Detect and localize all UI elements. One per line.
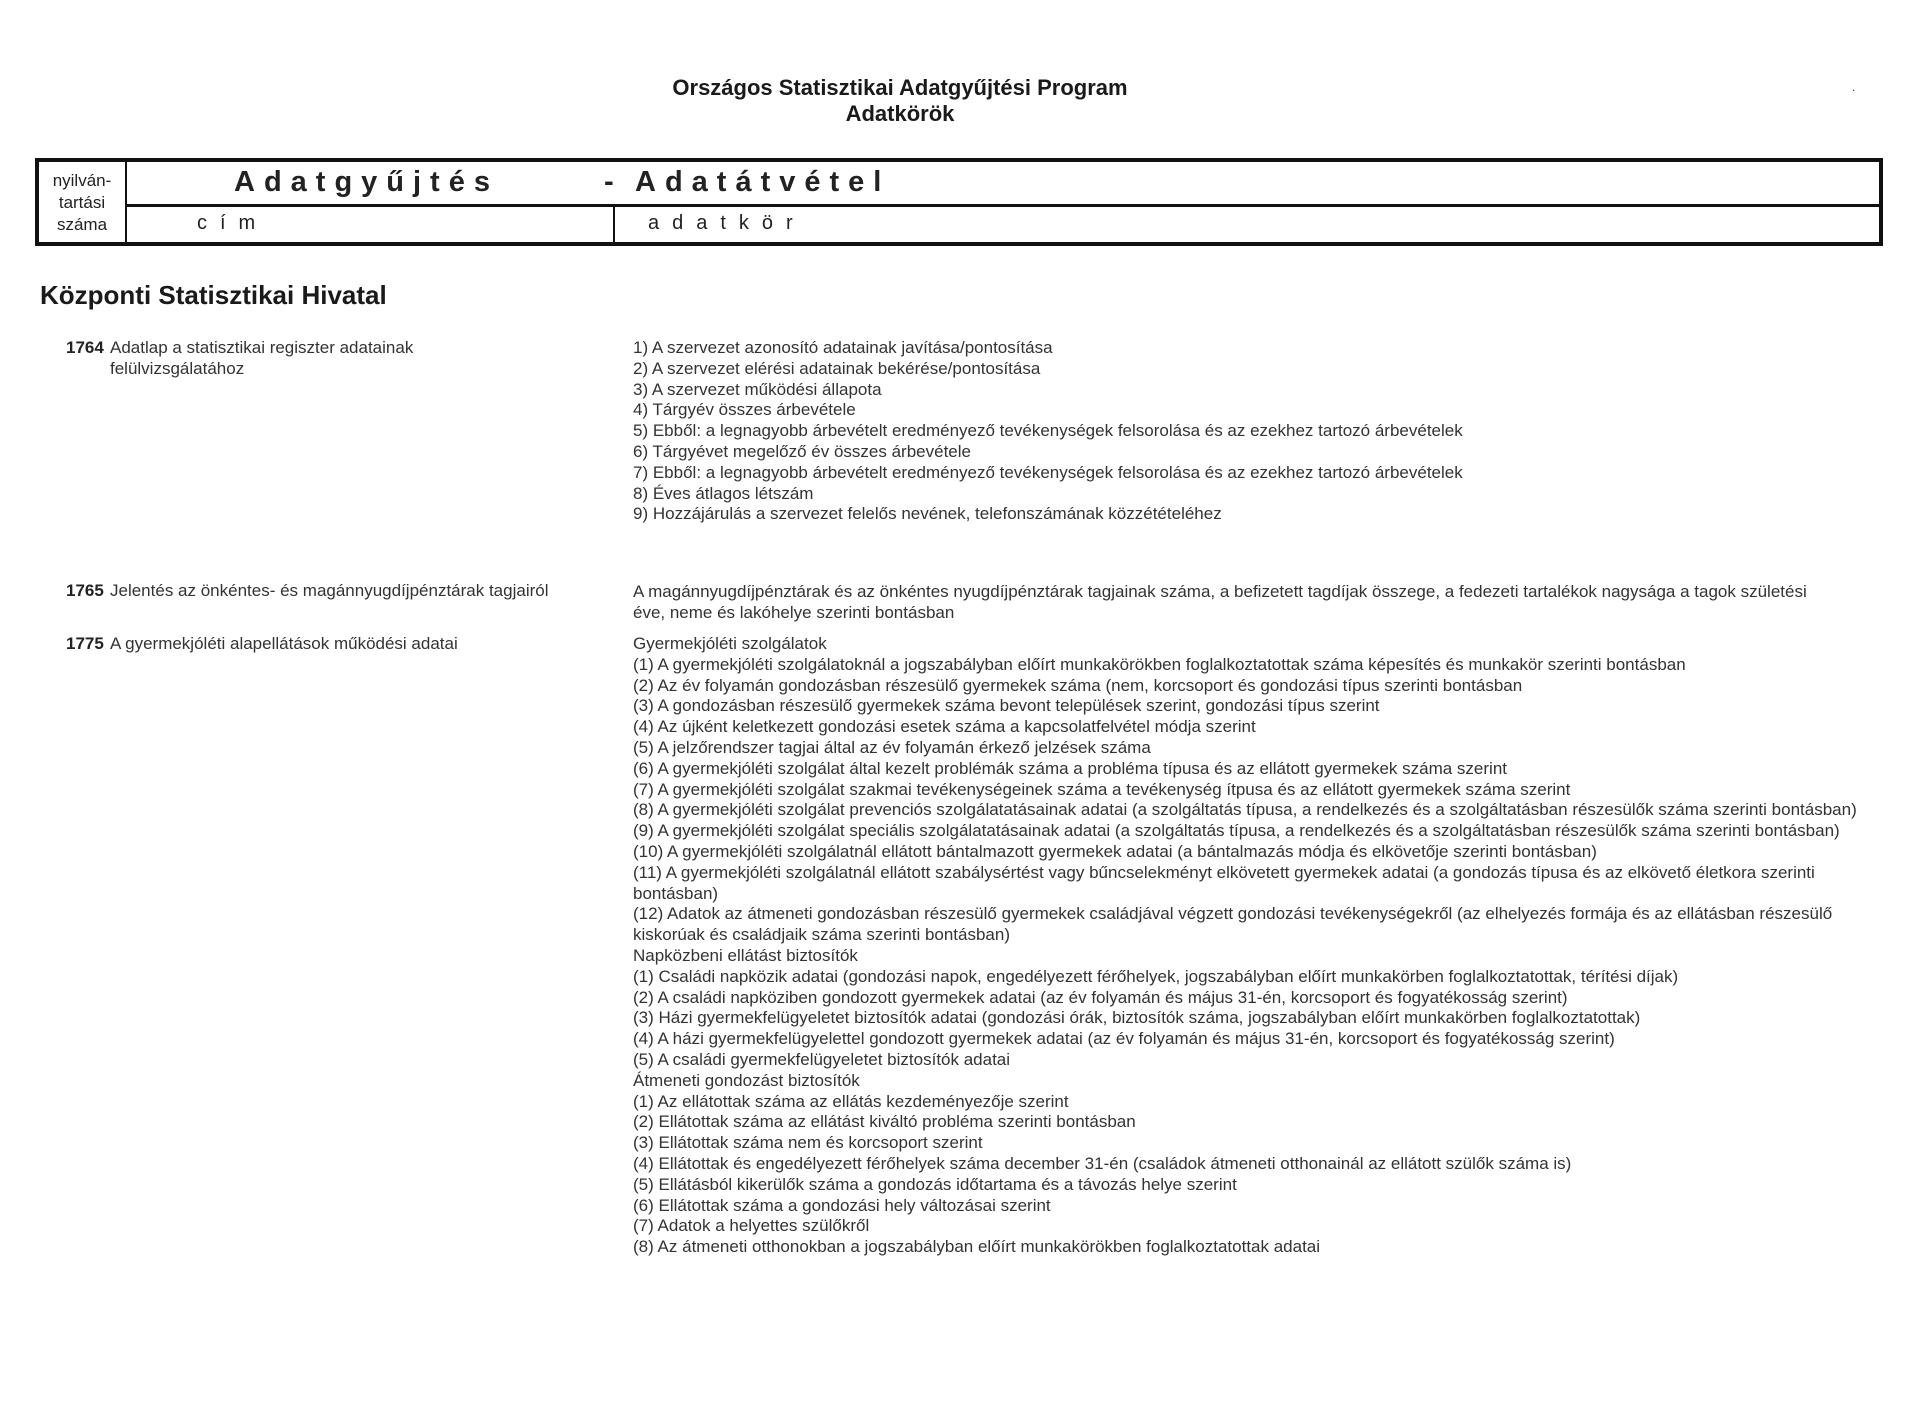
item-line: (2) Az év folyamán gondozásban részesülő gyermekek száma (nem, korcsoport és gondozási típus szerinti bontásban (633, 675, 1523, 695)
item-line: (10) A gyermekjóléti szolgálatnál ellátott bántalmazott gyermekek adatai (a bántalmazás módja és elkövetője szerinti bontásban) (633, 841, 1597, 861)
header-cim: cím (197, 212, 269, 234)
header-adatgyujtes: Adatgyűjtés (234, 166, 499, 198)
item-line: (2) A családi napköziben gondozott gyermekek adatai (az év folyamán és május 31-én, korcsoport és fogyatékosság szerint) (633, 987, 1568, 1007)
item-line: A magánnyugdíjpénztárak és az önkéntes nyugdíjpénztárak tagjainak száma, a befizetett tagdíjak összege, a fedezeti tartalékok nagysága a tagok születési éve, neme és lakóhelye szerinti bontásban (633, 582, 1807, 622)
entry-number: 1775 (66, 634, 104, 653)
item-line: 3) A szervezet működési állapota (633, 379, 882, 399)
item-line: Napközbeni ellátást biztosítók (633, 945, 858, 965)
header-adatatvetel: Adatátvétel (635, 166, 891, 198)
item-line: (3) Ellátottak száma nem és korcsoport szerint (633, 1133, 983, 1153)
item-line: (6) A gyermekjóléti szolgálat által kezelt problémák száma a probléma típusa és az ellátott gyermekek száma szerint (633, 758, 1508, 778)
column-header-table (35, 158, 1883, 246)
item-line: (6) Ellátottak száma a gondozási hely változásai szerint (633, 1195, 1051, 1215)
entry-1775-items (633, 634, 1873, 1258)
item-line: (4) A házi gyermekfelügyelettel gondozott gyermekek adatai (az év folyamán és május 31-én, korcsoport és fogyatékosság szerint) (633, 1029, 1615, 1049)
document-title (0, 75, 1800, 127)
item-line: Átmeneti gondozást biztosítók (633, 1070, 860, 1090)
item-line: 8) Éves átlagos létszám (633, 483, 814, 503)
entry-1764-items (633, 338, 1863, 525)
item-line: (9) A gyermekjóléti szolgálat speciális szolgálatatásainak adatai (a szolgáltatás típusa, a rendelkezés és a szolgáltatásban részesülők száma szerinti bontásban) (633, 821, 1840, 841)
entry-number: 1765 (66, 581, 104, 600)
header-divider-vertical (613, 206, 615, 242)
item-line: (8) Az átmeneti otthonokban a jogszabályban előírt munkakörökben foglalkoztatottak adatai (633, 1237, 1321, 1257)
item-line: (12) Adatok az átmeneti gondozásban részesülő gyermekek családjával végzett gondozási tevékenységekről (az elhelyezés formája és az ellátásban részesülő kiskorúak és családjaik száma szerinti bontásban) (633, 904, 1833, 945)
item-line: 4) Tárgyév összes árbevétele (633, 400, 856, 420)
header-col1-line: tartási (58, 193, 106, 212)
item-line: (2) Ellátottak száma az ellátást kiváltó probléma szerinti bontásban (633, 1112, 1136, 1132)
header-adatkor: adatkör (648, 212, 806, 234)
item-line: Gyermekjóléti szolgálatok (633, 634, 827, 653)
entry-number: 1764 (66, 338, 104, 357)
corner-mark: . (1852, 80, 1856, 94)
item-line: (5) Ellátásból kikerülők száma a gondozás időtartama és a távozás helye szerint (633, 1174, 1237, 1194)
item-line: 2) A szervezet elérési adatainak bekérése/pontosítása (633, 358, 1041, 378)
item-line: (4) Ellátottak és engedélyezett férőhelyek száma december 31-én (családok átmeneti otthonainál az ellátott szülők száma is) (633, 1153, 1572, 1173)
item-line: (5) A jelzőrendszer tagjai által az év folyamán érkező jelzések száma (633, 737, 1151, 757)
item-line: 6) Tárgyévet megelőző év összes árbevétele (633, 441, 971, 461)
item-line: (3) A gondozásban részesülő gyermekek száma bevont települések szerint, gondozási típus szerint (633, 696, 1380, 716)
header-col1-line: nyilván- (52, 171, 112, 190)
item-line: (7) A gyermekjóléti szolgálat szakmai tevékenységeinek száma a tevékenység ítpusa és az ellátott gyermekek száma szerint (633, 779, 1571, 799)
header-divider-horizontal (127, 204, 1879, 207)
item-line: (1) Az ellátottak száma az ellátás kezdeményezője szerint (633, 1091, 1069, 1111)
entry-title: Jelentés az önkéntes- és magánnyugdíjpénztárak tagjairól (110, 581, 549, 600)
item-line: (11) A gyermekjóléti szolgálatnál ellátott szabálysértést vagy bűncselekményt elkövetett gyermekek adatai (a gondozás típusa és az elkövető életkora szerinti bontásban) (633, 862, 1815, 903)
item-line: 1) A szervezet azonosító adatainak javítása/pontosítása (633, 338, 1053, 357)
entry-title: A gyermekjóléti alapellátások működési adatai (110, 634, 458, 653)
entry-title: Adatlap a statisztikai regiszter adatainak felülvizsgálatához (110, 338, 414, 378)
item-line: 9) Hozzájárulás a szervezet felelős nevének, telefonszámának közzétételéhez (633, 504, 1222, 524)
item-line: (1) A gyermekjóléti szolgálatoknál a jogszabályban előírt munkakörökben foglalkoztatottak száma képesítés és munkakör szerinti bontásban (633, 654, 1686, 674)
item-line: (5) A családi gyermekfelügyeletet biztosítók adatai (633, 1049, 1011, 1069)
entry-1765-items (633, 582, 1823, 624)
header-col1-line: száma (56, 215, 108, 234)
header-registration-number (39, 162, 127, 242)
header-dash: - (604, 166, 623, 198)
title-line-2: Adatkörök (845, 101, 955, 126)
title-line-1: Országos Statisztikai Adatgyűjtési Program (672, 75, 1128, 100)
item-line: 7) Ebből: a legnagyobb árbevételt eredményező tevékenységek felsorolása és az ezekhez tartozó árbevételek (633, 462, 1463, 482)
item-line: (7) Adatok a helyettes szülőkről (633, 1216, 870, 1236)
organization-heading: Központi Statisztikai Hivatal (40, 280, 387, 310)
item-line: (8) A gyermekjóléti szolgálat prevenciós szolgálatatásainak adatai (a szolgáltatás típusa, a rendelkezés és a szolgáltatásban részesülők száma szerinti bontásban) (633, 800, 1857, 820)
item-line: (4) Az újként keletkezett gondozási esetek száma a kapcsolatfelvétel módja szerint (633, 717, 1256, 737)
item-line: (1) Családi napközik adatai (gondozási napok, engedélyezett férőhelyek, jogszabályban előírt munkakörben foglalkoztatottak, térítési díjak) (633, 966, 1679, 986)
item-line: 5) Ebből: a legnagyobb árbevételt eredményező tevékenységek felsorolása és az ezekhez tartozó árbevételek (633, 421, 1463, 441)
item-line: (3) Házi gyermekfelügyeletet biztosítók adatai (gondozási órák, biztosítók száma, jogszabályban előírt munkakörben foglalkoztatottak) (633, 1008, 1641, 1028)
